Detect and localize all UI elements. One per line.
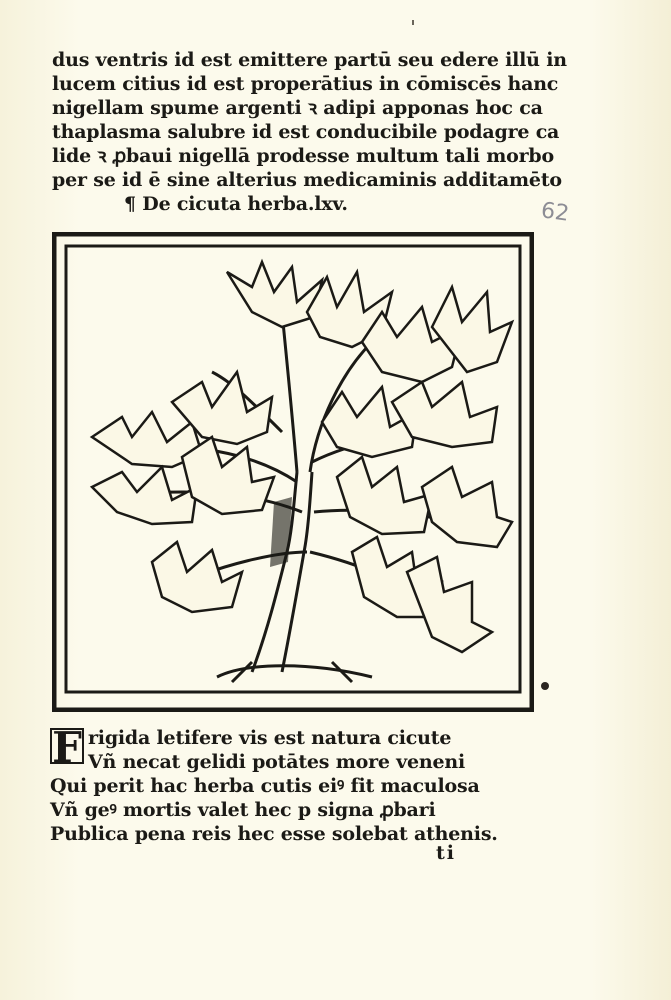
verse-block (50, 723, 510, 846)
verse-line: Vñ geꝰ mortis valet hec p signa ꝓbari (50, 799, 436, 821)
verse-line: Publica pena reis hec esse solebat athenis. (50, 823, 498, 845)
prose-line: lide ꝛ ꝓbaui nigellā prodesse multum tali morbo (52, 145, 554, 167)
verse-line: rigida letifere vis est natura cicute (88, 727, 452, 749)
paper-mark (412, 20, 414, 25)
binding-hole (541, 682, 549, 690)
chapter-caption: ¶ De cicuta herba.lxv. (124, 193, 348, 215)
signature-mark: ti (436, 842, 456, 864)
decorated-initial: F (50, 728, 84, 764)
verse-line: Qui perit hac herba cutis eiꝰ fit maculosa (50, 775, 480, 797)
handwritten-folio-number: 62 (539, 198, 571, 227)
prose-line: nigellam spume argenti ꝛ adipi apponas hoc ca (52, 97, 543, 119)
cicuta-woodcut-illustration (52, 232, 534, 712)
prose-line: lucem citius id est properātius in cōmiscēs hanc (52, 73, 559, 95)
prose-line: thaplasma salubre id est conducibile podagre ca (52, 121, 560, 143)
prose-line: dus ventris id est emittere partū seu edere illū in (52, 49, 567, 71)
verse-line: Vñ necat gelidi potātes more veneni (88, 751, 466, 773)
prose-line: per se id ē sine alterius medicaminis additamēto (52, 169, 562, 191)
